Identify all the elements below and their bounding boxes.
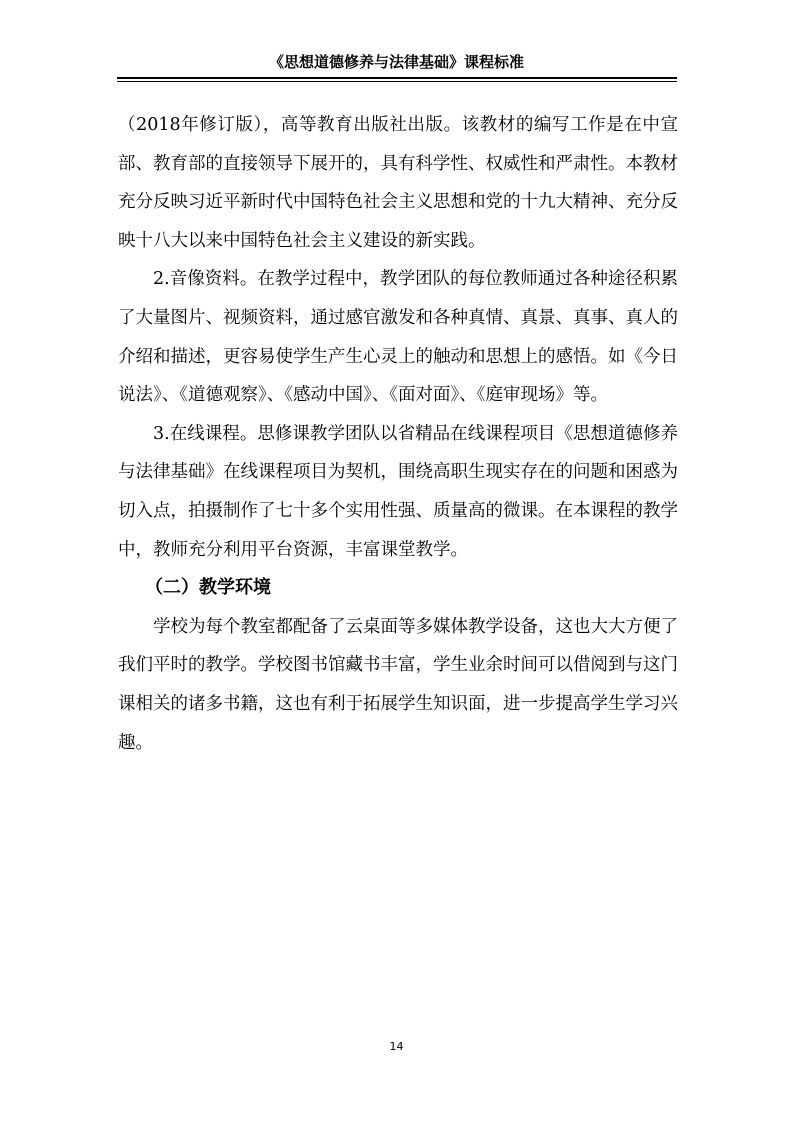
paragraph-online-course: 3.在线课程。思修课教学团队以省精品在线课程项目《思想道德修养与法律基础》在线课程项目为契机，围绕高职生现实存在的问题和困惑为切入点，拍摄制作了七十多个实用性强、质量高的微课。在本课程的教学中，教师充分利用平台资源，丰富课堂教学。 — [118, 423, 678, 560]
header-rule-thin — [117, 81, 677, 82]
document-body — [118, 106, 678, 762]
paragraph-teaching-environment: 学校为每个教室都配备了云桌面等多媒体教学设备，这也大大方便了我们平时的教学。学校图书馆藏书丰富，学生业余时间可以借阅到与这门课相关的诸多书籍，这也有利于拓展学生知识面，进一步提高学生学习兴趣。 — [118, 616, 678, 753]
section-heading-teaching-environment: （二）教学环境 — [145, 577, 271, 599]
paragraph-textbook-continuation: （2018年修订版），高等教育出版社出版。该教材的编写工作是在中宣部、教育部的直接领导下展开的，具有科学性、权威性和严肃性。本教材充分反映习近平新时代中国特色社会主义思想和党的十九大精神、充分反映十八大以来中国特色社会主义建设的新实践。 — [118, 115, 678, 251]
page-number: 14 — [389, 1040, 404, 1053]
paragraph-audio-visual-materials: 2.音像资料。在教学过程中，教学团队的每位教师通过各种途径积累了大量图片、视频资料，通过感官激发和各种真情、真景、真事、真人的介绍和描述，更容易使学生产生心灵上的触动和思想上的感悟。如《今日说法》、《道德观察》、《感动中国》、《面对面》、《庭审现场》等。 — [118, 269, 678, 406]
header-rule-thick — [117, 77, 677, 79]
header-title: 《思想道德修养与法律基础》课程标准 — [268, 53, 524, 71]
